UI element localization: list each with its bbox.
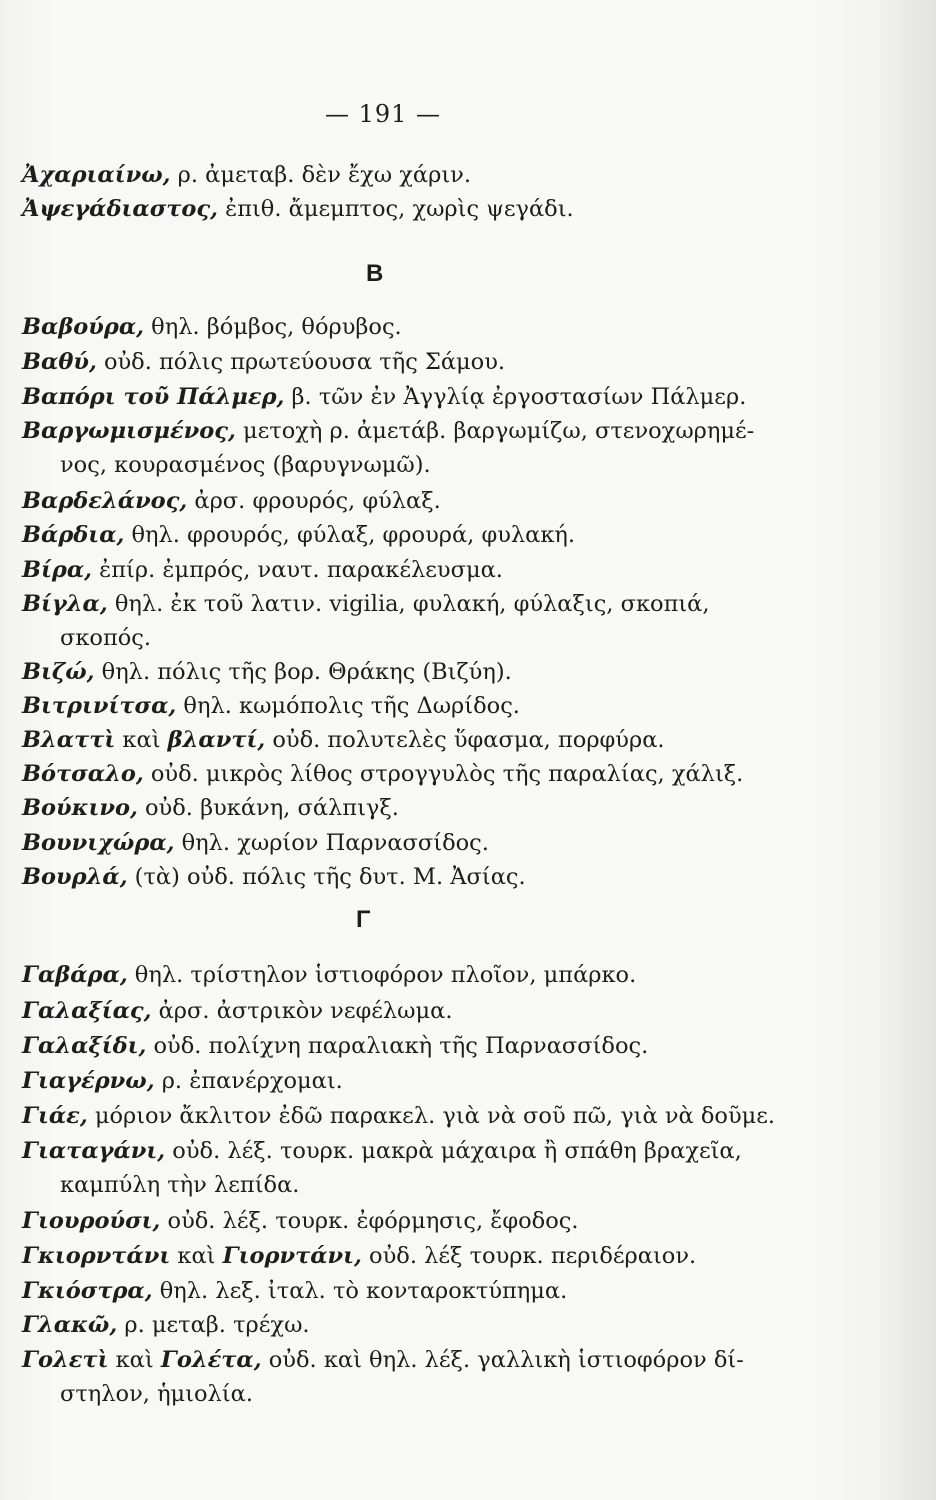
headword: Γκιόστρα, xyxy=(22,1278,153,1304)
headword: Βουρλά, xyxy=(22,864,128,890)
headword: Βαθύ, xyxy=(22,349,97,375)
dictionary-entry xyxy=(22,791,399,825)
dictionary-entry xyxy=(22,1064,343,1098)
definition-continuation: στηλον, ἡμιολία. xyxy=(60,1381,253,1407)
connector: καὶ xyxy=(170,1243,223,1269)
dictionary-entry xyxy=(22,1343,744,1411)
dictionary-entry xyxy=(22,655,512,689)
dictionary-entry xyxy=(22,994,453,1028)
definition: οὐδ. λέξ τουρκ. περιδέραιον. xyxy=(361,1243,697,1269)
section-letter-gamma: Γ xyxy=(356,906,371,933)
dictionary-entry xyxy=(22,553,503,587)
headword: Βίρα, xyxy=(22,557,93,583)
headword: Ἀχαριαίνω, xyxy=(22,162,171,188)
definition-continuation: σκοπός. xyxy=(60,625,152,651)
dictionary-entry xyxy=(22,518,575,552)
dictionary-entry xyxy=(22,1134,742,1202)
definition: οὐδ. καὶ θηλ. λέξ. γαλλικὴ ἱστιοφόρον δί- xyxy=(261,1347,744,1373)
headword: Βαρδελάνος, xyxy=(22,488,188,514)
definition: θηλ. λεξ. ἰταλ. τὸ κονταροκτύπημα. xyxy=(152,1278,568,1304)
definition: θηλ. βόμβος, θόρυβος. xyxy=(144,314,402,340)
dictionary-entry xyxy=(22,310,402,344)
headword: Ἀψεγάδιαστος, xyxy=(22,196,218,222)
dictionary-entry xyxy=(22,1099,775,1133)
headword: Γλακῶ, xyxy=(22,1312,118,1338)
definition: οὐδ. πολυτελὲς ὕφασμα, πορφύρα. xyxy=(265,727,665,753)
headword: Βαβούρα, xyxy=(22,314,145,340)
headword: Γιαταγάνι, xyxy=(22,1138,166,1164)
definition: θηλ. κωμόπολις τῆς Δωρίδος. xyxy=(176,693,520,719)
headword: Γολετὶ xyxy=(22,1347,109,1373)
definition: ἀρσ. φρουρός, φύλαξ. xyxy=(187,488,441,514)
definition: β. τῶν ἐν Ἀγγλίᾳ ἐργοστασίων Πάλμερ. xyxy=(284,384,747,410)
headword: Γιουρούσι, xyxy=(22,1208,161,1234)
headword: Βότσαλο, xyxy=(22,761,144,787)
connector: καὶ xyxy=(115,727,168,753)
dictionary-entry xyxy=(22,587,710,655)
definition: οὐδ. πόλις πρωτεύουσα τῆς Σάμου. xyxy=(96,349,506,375)
definition: θηλ. τρίστηλον ἱστιοφόρον πλοῖον, μπάρκο. xyxy=(127,962,637,988)
dictionary-entry xyxy=(22,414,754,482)
dictionary-entry xyxy=(22,1274,567,1308)
page-edge-shadow xyxy=(876,0,936,1500)
definition: οὐδ. πολίχνη παραλιακὴ τῆς Παρνασσίδος. xyxy=(146,1033,649,1059)
definition: θηλ. πόλις τῆς βορ. Θράκης (Βιζύη). xyxy=(94,659,512,685)
headword: Γαλαξίας, xyxy=(22,998,152,1024)
headword: Γαλαξίδι, xyxy=(22,1033,147,1059)
headword: Βλαττὶ xyxy=(22,727,116,753)
headword: Γαβάρα, xyxy=(22,962,128,988)
dictionary-entry xyxy=(22,958,636,992)
section-letter-b: B xyxy=(366,260,384,287)
definition: οὐδ. μικρὸς λίθος στρογγυλὸς τῆς παραλίας, χάλιξ. xyxy=(143,761,744,787)
definition: ρ. μεταβ. τρέχω. xyxy=(117,1312,310,1338)
dictionary-entry xyxy=(22,380,746,414)
definition: οὐδ. λέξ. τουρκ. μακρὰ μάχαιρα ἢ σπάθη βραχεῖα, xyxy=(165,1138,742,1164)
definition: ἐπιθ. ἄμεμπτος, χωρὶς ψεγάδι. xyxy=(217,196,574,222)
headword: Βιζώ, xyxy=(22,659,95,685)
connector: καὶ xyxy=(108,1347,161,1373)
dictionary-entry xyxy=(22,345,505,379)
definition-continuation: καμπύλη τὴν λεπίδα. xyxy=(60,1172,300,1198)
definition: ρ. ἀμεταβ. δὲν ἔχω χάριν. xyxy=(170,162,471,188)
dictionary-entry xyxy=(22,860,526,894)
dictionary-entry xyxy=(22,1204,579,1238)
headword: Γκιορντάνι xyxy=(22,1243,171,1269)
dictionary-entry xyxy=(22,1029,648,1063)
dictionary-entry xyxy=(22,158,471,192)
definition: θηλ. φρουρός, φύλαξ, φρουρά, φυλακή. xyxy=(124,522,576,548)
dictionary-entry xyxy=(22,484,441,518)
definition-continuation: νος, κουρασμένος (βαρυγνωμῶ). xyxy=(60,452,431,478)
definition: ρ. ἐπανέρχομαι. xyxy=(154,1068,343,1094)
headword: Βαπόρι τοῦ Πάλμερ, xyxy=(22,384,285,410)
headword: Βιτρινίτσα, xyxy=(22,693,177,719)
dictionary-entry xyxy=(22,757,743,791)
dictionary-entry xyxy=(22,1239,696,1273)
headword: Γιάε, xyxy=(22,1103,88,1129)
headword: Βίγλα, xyxy=(22,591,108,617)
definition: (τὰ) οὐδ. πόλις τῆς δυτ. Μ. Ἀσίας. xyxy=(127,864,526,890)
headword: Βάρδια, xyxy=(22,522,125,548)
headword-variant: βλαντί, xyxy=(167,727,266,753)
definition: θηλ. χωρίον Παρνασσίδος. xyxy=(174,830,489,856)
dictionary-entry xyxy=(22,192,574,226)
dictionary-entry xyxy=(22,1308,310,1342)
definition: θηλ. ἐκ τοῦ λατιν. vigilia, φυλακή, φύλαξις, σκοπιά, xyxy=(107,591,710,617)
headword: Βούκινο, xyxy=(22,795,138,821)
headword: Βαργωμισμένος, xyxy=(22,418,236,444)
definition: οὐδ. λέξ. τουρκ. ἐφόρμησις, ἔφοδος. xyxy=(160,1208,579,1234)
definition: μόριον ἄκλιτον ἐδῶ παρακελ. γιὰ νὰ σοῦ πῶ, γιὰ νὰ δοῦμε. xyxy=(87,1103,776,1129)
dictionary-entry xyxy=(22,826,489,860)
definition: οὐδ. βυκάνη, σάλπιγξ. xyxy=(137,795,399,821)
definition: ἀρσ. ἀστρικὸν νεφέλωμα. xyxy=(151,998,453,1024)
definition: μετοχὴ ρ. ἀμετάβ. βαργωμίζω, στενοχωρημέ- xyxy=(235,418,755,444)
definition: ἐπίρ. ἐμπρός, ναυτ. παρακέλευσμα. xyxy=(92,557,503,583)
headword: Γιαγέρνω, xyxy=(22,1068,155,1094)
page-number: — 191 — xyxy=(324,100,442,128)
headword-variant: Γιορντάνι, xyxy=(222,1243,362,1269)
headword: Βουνιχώρα, xyxy=(22,830,175,856)
headword-variant: Γολέτα, xyxy=(160,1347,262,1373)
dictionary-entry xyxy=(22,689,520,723)
dictionary-entry xyxy=(22,723,665,757)
